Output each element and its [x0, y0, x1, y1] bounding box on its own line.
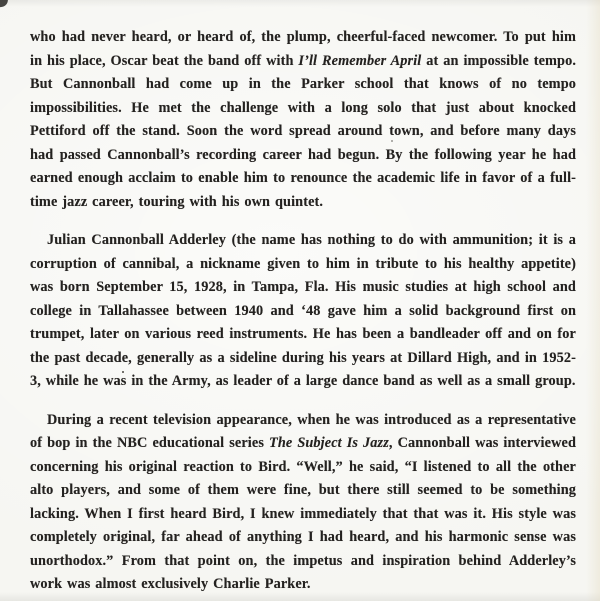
- text-run: During a recent television appearance, when he was introduced as a representative of bop in the NBC educational series: [30, 411, 576, 451]
- scan-artifact-corner: [0, 0, 10, 9]
- text-run: who had never heard, or heard of, the plump, cheerful-faced newcomer. To put him in his place, Oscar beat the band off with: [30, 29, 576, 69]
- paragraph-1: [30, 26, 576, 214]
- text-run: , Cannonball was interviewed concerning his original reaction to Bird. “Well,” he said, “I listened to all the other alto players, and some of them were fine, but there still seemed to be something lacking. When I first heard Bird, I knew immediately that that was it. His style was completely original, far ahead of anything I had heard, and his harmonic sense was unorthodox.” From that point on, the impetus and inspiration behind Adderley’s work was almost exclusively Charlie Parker.: [30, 435, 576, 592]
- text-run: at an impossible tempo. But Cannonball had come up in the Parker school that knows of no tempo impossibilities. He met the challenge with a long solo that just about knocked Pettiford off the stand. Soon the word spread around town, and before many days had passed Cannonball’s recording career had begun. By the following year he had earned enough acclaim to enable him to renounce the academic life in favor of a full-time jazz career, touring with his own quintet.: [30, 52, 577, 210]
- liner-notes-text: [30, 26, 576, 597]
- paragraph-3: [30, 409, 576, 597]
- paragraph-2: [30, 229, 576, 394]
- tv-series-title-italic: The Subject Is Jazz: [269, 435, 389, 451]
- song-title-italic: I’ll Remember April: [298, 52, 422, 69]
- text-run: Julian Cannonball Adderley (the name has nothing to do with ammunition; it is a corruption of cannibal, a nickname given to him in tribute to his healthy appetite) was born September 15, 1928, in Tampa, Fla. His music studies at high school and college in Tallahassee between 1940 and ‘48 gave him a solid background first on trumpet, later on various reed instruments. He has been a bandleader off and on for the past decade, generally as a sideline during his years at Dillard High, and in 1952-3, while he was in the Army, as leader of a large dance band as well as a small group.: [30, 232, 576, 389]
